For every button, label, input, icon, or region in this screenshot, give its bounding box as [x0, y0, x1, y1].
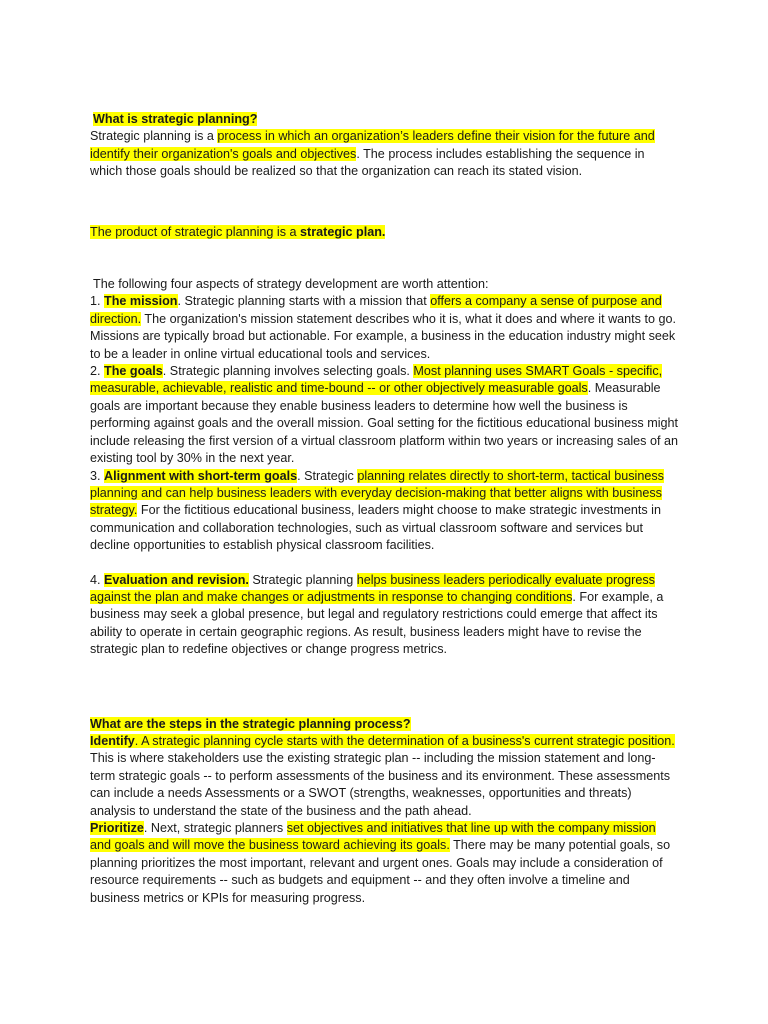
step-title: Identify [90, 733, 135, 748]
intro-paragraph: Strategic planning is a process in which an organization’s leaders define their vision for the future and identify their organization's goals and objectives. The process includes establishing the sequence in which those goals should be realized so that the organization can reach its stated vision. [90, 129, 655, 179]
aspect-item: 2. The goals. Strategic planning involves selecting goals. Most planning uses SMART Goals - specific, measurable, achievable, realistic and time-bound -- or other objectively measurable goals. Measurable goals are important because they enable business leaders to determine how well the business is performing against goals and the overall mission. Goal setting for the fictitious educational business might include releasing the first version of a virtual classroom platform within two years or increasing sales of an existing tool by 30% in the next year. [90, 364, 679, 466]
steps-heading: What are the steps in the strategic planning process? [90, 716, 411, 731]
aspects-lead: The following four aspects of strategy development are worth attention: [93, 277, 489, 292]
document-page [90, 111, 680, 907]
aspect-title: The mission [104, 294, 178, 309]
aspect-title: Evaluation and revision. [104, 572, 249, 587]
product-statement: The product of strategic planning is a strategic plan. [90, 224, 386, 239]
aspect-item: 4. Evaluation and revision. Strategic planning helps business leaders periodically evaluate progress against the plan and make changes or adjustments in response to changing conditions. For example, a business may seek a global presence, but legal and regulatory restrictions could emerge that affect its ability to operate in certain geographic regions. As result, business leaders might have to revise the strategic plan to redefine objectives or change progress metrics. [90, 572, 664, 657]
aspect-item: 1. The mission. Strategic planning starts with a mission that offers a company a sense of purpose and direction. The organization's mission statement describes who it is, what it does and where it wants to go. Missions are typically broad but actionable. For example, a business in the education industry might seek to be a leader in online virtual educational tools and services. [90, 294, 676, 361]
intro-highlight: process in which an organization’s leaders define their vision for the future and identify their organization's goals and objectives [90, 129, 655, 161]
step-prioritize: Prioritize. Next, strategic planners set objectives and initiatives that line up with the company mission and goals and will move the business toward achieving its goals. There may be many potential goals, so planning prioritizes the most important, relevant and urgent ones. Goals may include a consideration of resource requirements -- such as budgets and equipment -- and they often involve a timeline and business metrics or KPIs for measuring progress. [90, 821, 671, 905]
intro-heading: What is strategic planning? [93, 112, 258, 126]
aspect-title: Alignment with short-term goals [104, 468, 298, 483]
step-identify: Identify. A strategic planning cycle starts with the determination of a business's current strategic position. This is where stakeholders use the existing strategic plan -- including the mission statement and long-term strategic goals -- to perform assessments of the business and its environment. These assessments can include a needs Assessments or a SWOT (strengths, weaknesses, opportunities and threats) analysis to understand the state of the business and the path ahead. [90, 733, 675, 818]
step-title: Prioritize [90, 821, 144, 835]
aspect-item: 3. Alignment with short-term goals. Strategic planning relates directly to short-term, tactical business planning and can help business leaders with everyday decision-making that better aligns with business strategy. For the fictitious educational business, leaders might choose to make strategic investments in communication and collaboration technologies, such as virtual classroom software and services but decline opportunities to establish physical classroom facilities. [90, 468, 664, 553]
aspect-title: The goals [104, 364, 163, 379]
